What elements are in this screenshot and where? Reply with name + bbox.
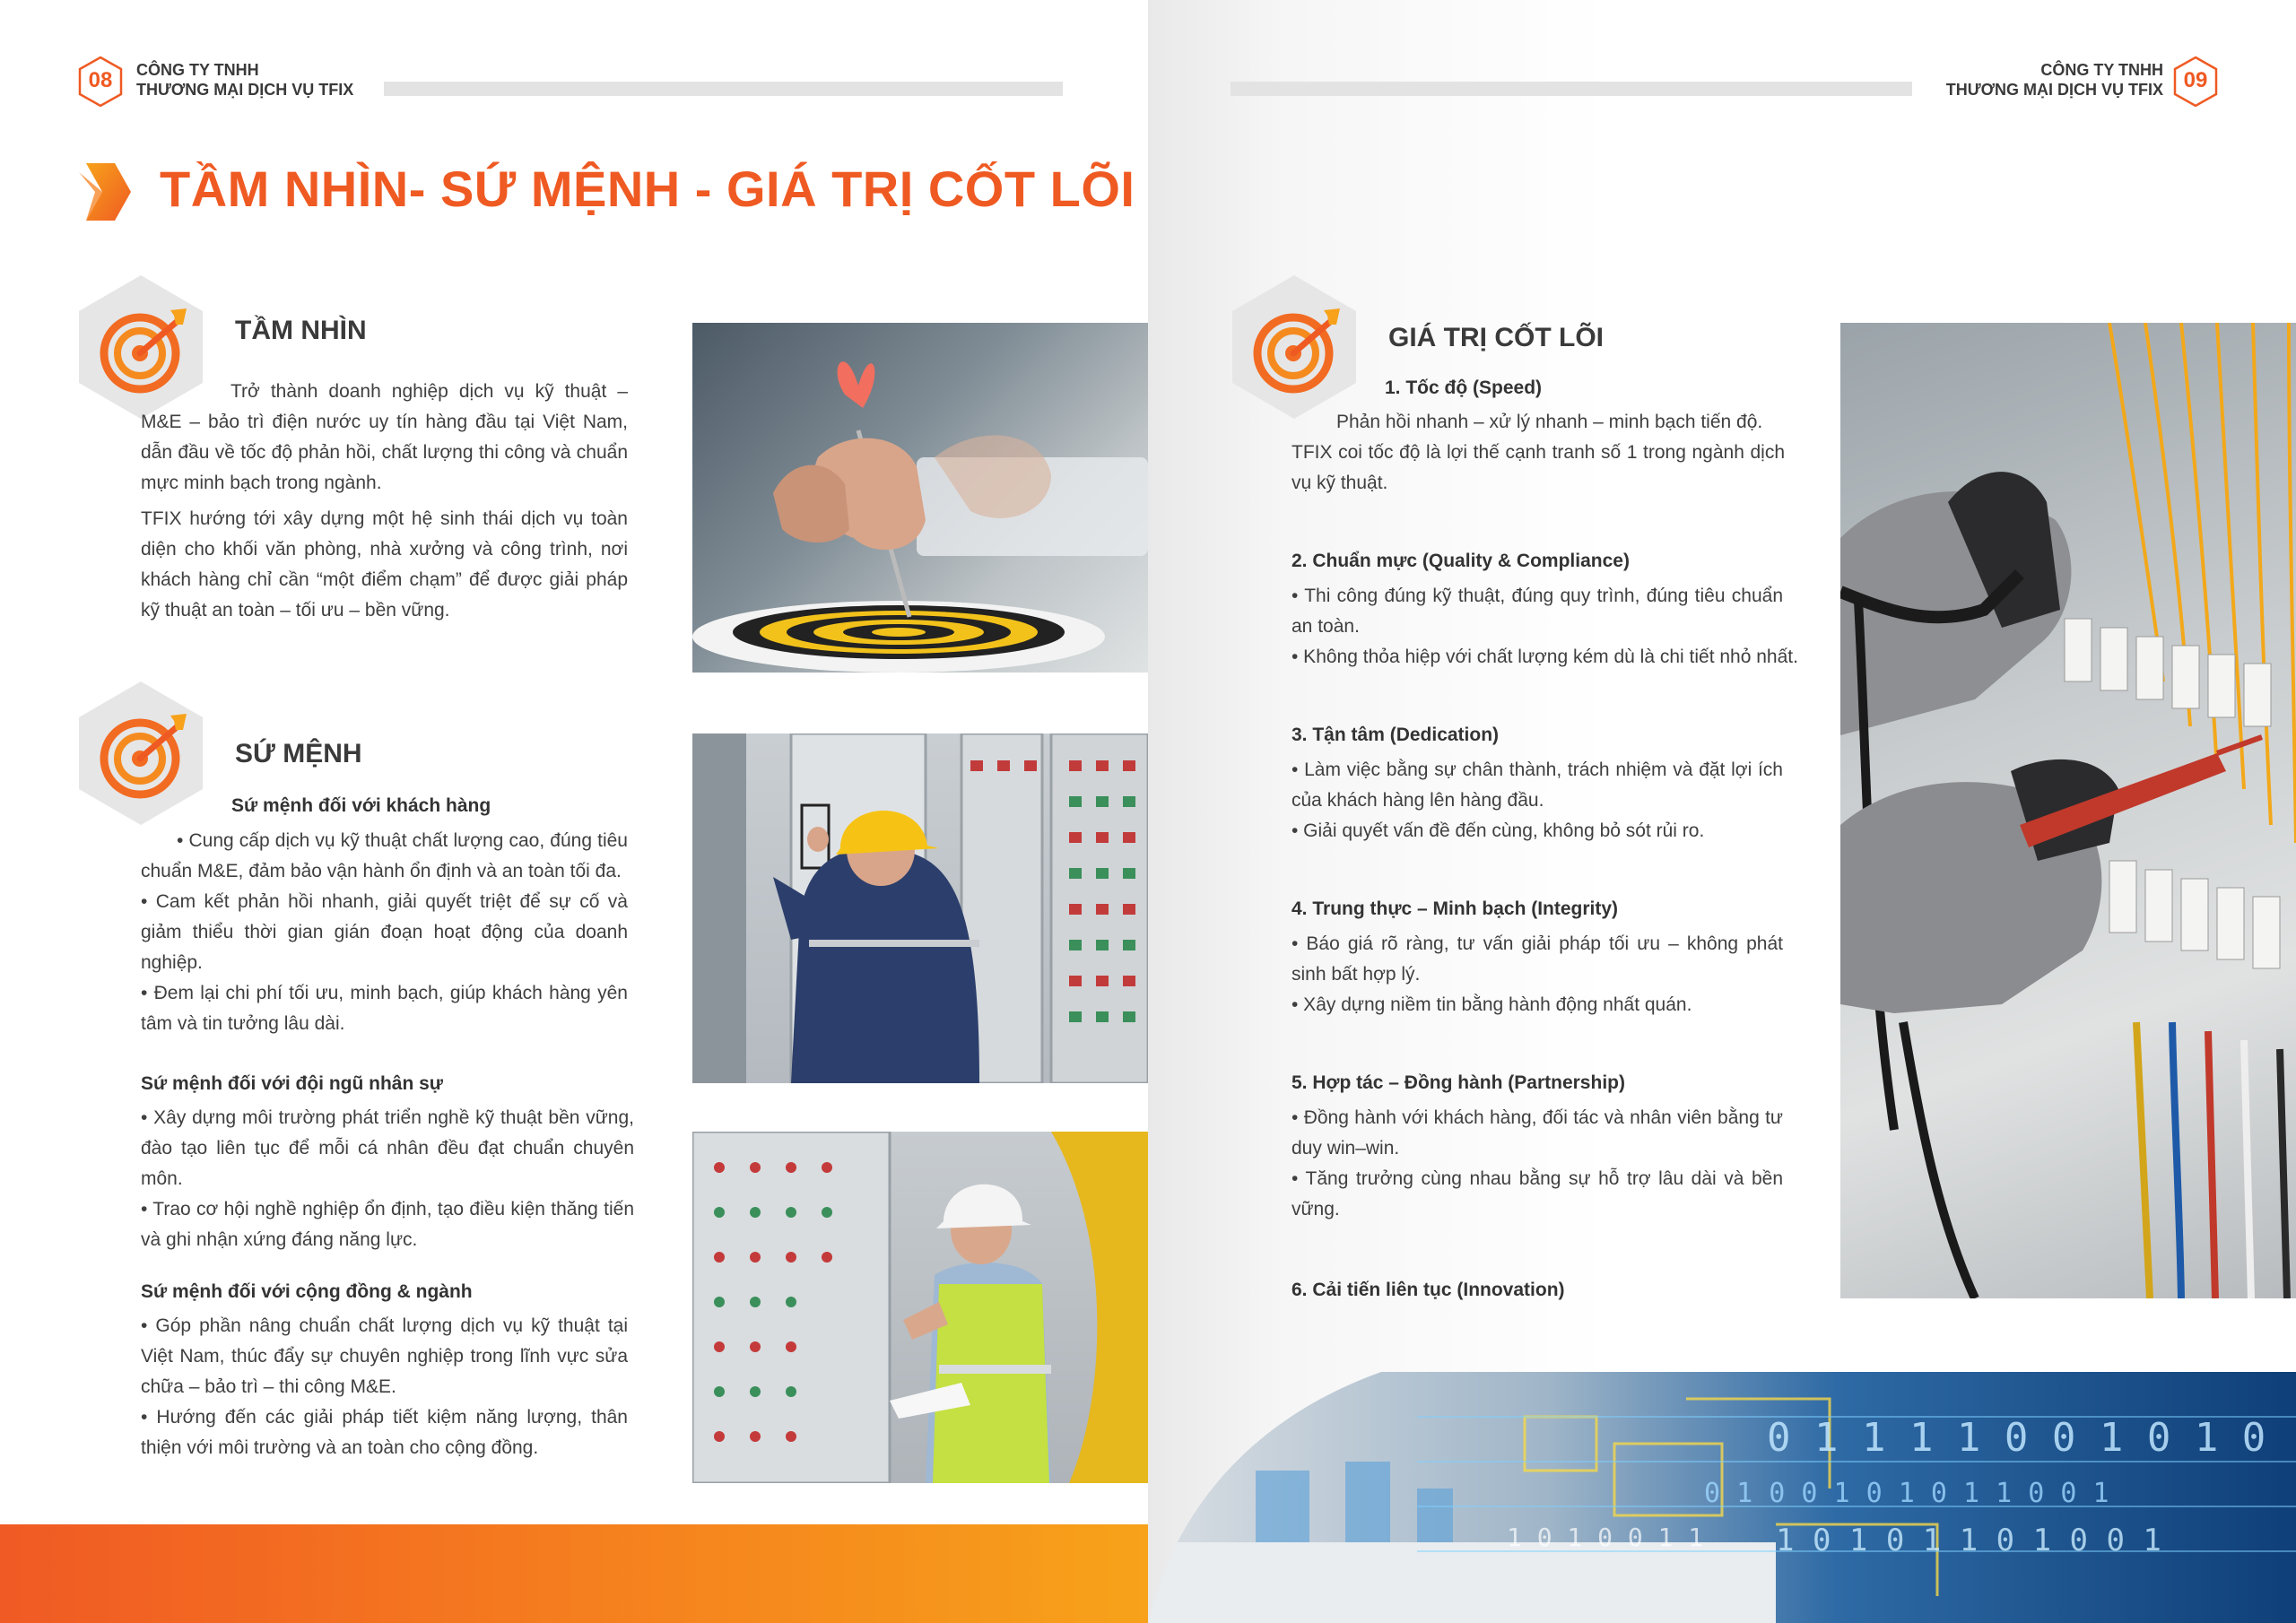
photo-electrician-testing	[1840, 323, 2296, 1298]
target-icon	[97, 708, 190, 802]
list-item: • Thi công đúng kỹ thuật, đúng quy trình, đúng tiêu chuẩn an toàn.	[1292, 586, 1783, 637]
core-value-title: 4. Trung thực – Minh bạch (Integrity)	[1292, 898, 1619, 919]
mission-community-list	[141, 1311, 628, 1463]
core-value-title: 6. Cải tiến liên tục (Innovation)	[1292, 1280, 1565, 1300]
list-item: • Cung cấp dịch vụ kỹ thuật chất lượng cao, đúng tiêu chuẩn M&E, đảm bảo vận hành ổn định và an toàn tối đa.	[141, 830, 628, 881]
list-item: • Xây dựng niềm tin bằng hành động nhất quán.	[1292, 994, 1692, 1015]
page-title: TẦM NHÌN- SỨ MỆNH - GIÁ TRỊ CỐT LÕI	[160, 161, 1135, 217]
list-item: • Báo giá rõ ràng, tư vấn giải pháp tối ưu – không phát sinh bất hợp lý.	[1292, 933, 1783, 985]
list-item: TFIX coi tốc độ là lợi thế cạnh tranh số 1 trong ngành dịch vụ kỹ thuật.	[1292, 442, 1785, 493]
mission-customers-list	[141, 826, 628, 1039]
list-item: • Góp phần nâng chuẩn chất lượng dịch vụ kỹ thuật tại Việt Nam, thúc đẩy sự chuyên nghiệp trong lĩnh vực sửa chữa – bảo trì – thi công M&E.	[141, 1315, 628, 1397]
page-number-left: 08	[88, 68, 113, 92]
list-item: • Tăng trưởng cùng nhau bằng sự hỗ trợ lâu dài và bền vững.	[1292, 1168, 1783, 1219]
core-value-body	[1292, 407, 1785, 499]
bottom-gradient-band	[0, 1524, 1148, 1623]
core-value-body	[1292, 929, 1783, 1020]
core-value-title: 1. Tốc độ (Speed)	[1385, 378, 1543, 398]
binary-row: 0 1 0 0 1 0 1 0 1 1 0 0 1	[1704, 1478, 2109, 1509]
binary-row: 1 0 1 0 1 1 0 1 0 0 1	[1776, 1523, 2161, 1558]
vision-text	[141, 377, 628, 626]
vision-paragraph-2: TFIX hướng tới xây dựng một hệ sinh thái dịch vụ toàn diện cho khối văn phòng, nhà xưởng và công trình, nơi khách hàng chỉ cần “một điểm chạm” để được giải pháp kỹ thuật an toàn – tối ưu – bền vững.	[141, 508, 628, 621]
list-item: Phản hồi nhanh – xử lý nhanh – minh bạch tiến độ.	[1336, 412, 1763, 432]
list-item: • Giải quyết vấn đề đến cùng, không bỏ sót rủi ro.	[1292, 820, 1705, 841]
list-item: • Làm việc bằng sự chân thành, trách nhiệm và đặt lợi ích của khách hàng lên hàng đầu.	[1292, 759, 1783, 811]
core-values-heading: GIÁ TRỊ CỐT LÕI	[1388, 323, 1604, 352]
list-item: • Đồng hành với khách hàng, đối tác và nhân viên bằng tư duy win–win.	[1292, 1107, 1783, 1159]
mission-staff-list	[141, 1103, 634, 1255]
mission-community-title: Sứ mệnh đối với cộng đồng & ngành	[141, 1281, 473, 1302]
list-item: • Không thỏa hiệp với chất lượng kém dù là chi tiết nhỏ nhất.	[1292, 647, 1798, 667]
photo-worker-yellow-helmet	[692, 733, 1148, 1083]
mission-heading: SỨ MỆNH	[235, 739, 362, 768]
core-value-title: 5. Hợp tác – Đồng hành (Partnership)	[1292, 1072, 1625, 1093]
header-bar-right	[1231, 82, 1912, 96]
mission-staff-title: Sứ mệnh đối với đội ngũ nhân sự	[141, 1073, 444, 1094]
company-name-right: CÔNG TY TNHH THƯƠNG MẠI DỊCH VỤ TFIX	[1945, 61, 2163, 99]
core-value-body	[1292, 1103, 1783, 1225]
list-item: • Cam kết phản hồi nhanh, giải quyết triệt để sự cố và giảm thiểu thời gian gián đoạn hoạt động của doanh nghiệp.	[141, 891, 628, 973]
target-icon	[1250, 303, 1344, 396]
core-value-title: 2. Chuẩn mực (Quality & Compliance)	[1292, 551, 1630, 571]
vision-paragraph-1: Trở thành doanh nghiệp dịch vụ kỹ thuật – M&E – bảo trì điện nước uy tín hàng đầu tại Việt Nam, dẫn đầu về tốc độ phản hồi, chất lượng thi công và chuẩn mực minh bạch trong ngành.	[141, 381, 628, 493]
list-item: • Xây dựng môi trường phát triển nghề kỹ thuật bền vững, đào tạo liên tục để mỗi cá nhân đều đạt chuẩn chuyên môn.	[141, 1107, 634, 1189]
header-bar-left	[384, 82, 1063, 96]
vision-heading: TẦM NHÌN	[235, 316, 367, 345]
company-name-left: CÔNG TY TNHH THƯƠNG MẠI DỊCH VỤ TFIX	[136, 61, 354, 99]
core-value-body	[1292, 755, 1783, 846]
brand-arrow-icon	[79, 160, 133, 224]
core-value-body	[1292, 581, 1798, 673]
list-item: • Đem lại chi phí tối ưu, minh bạch, giúp khách hàng yên tâm và tin tưởng lâu dài.	[141, 983, 628, 1034]
binary-row: 1 0 1 0 0 1 1	[1507, 1523, 1704, 1552]
core-value-title: 3. Tận tâm (Dedication)	[1292, 725, 1500, 745]
list-item: • Hướng đến các giải pháp tiết kiệm năng lượng, thân thiện với môi trường và an toàn cho cộng đồng.	[141, 1407, 628, 1458]
photo-engineer-white-helmet	[692, 1132, 1148, 1483]
right-page	[1148, 0, 2296, 1623]
photo-dart-target	[692, 323, 1148, 673]
binary-row: 0 1 1 1 1 0 0 1 0 1 0	[1767, 1415, 2266, 1461]
mission-customers-title: Sứ mệnh đối với khách hàng	[231, 795, 491, 816]
page-number-right: 09	[2183, 68, 2208, 92]
list-item: • Trao cơ hội nghề nghiệp ổn định, tạo điều kiện thăng tiến và ghi nhận xứng đáng năng lực.	[141, 1199, 634, 1250]
